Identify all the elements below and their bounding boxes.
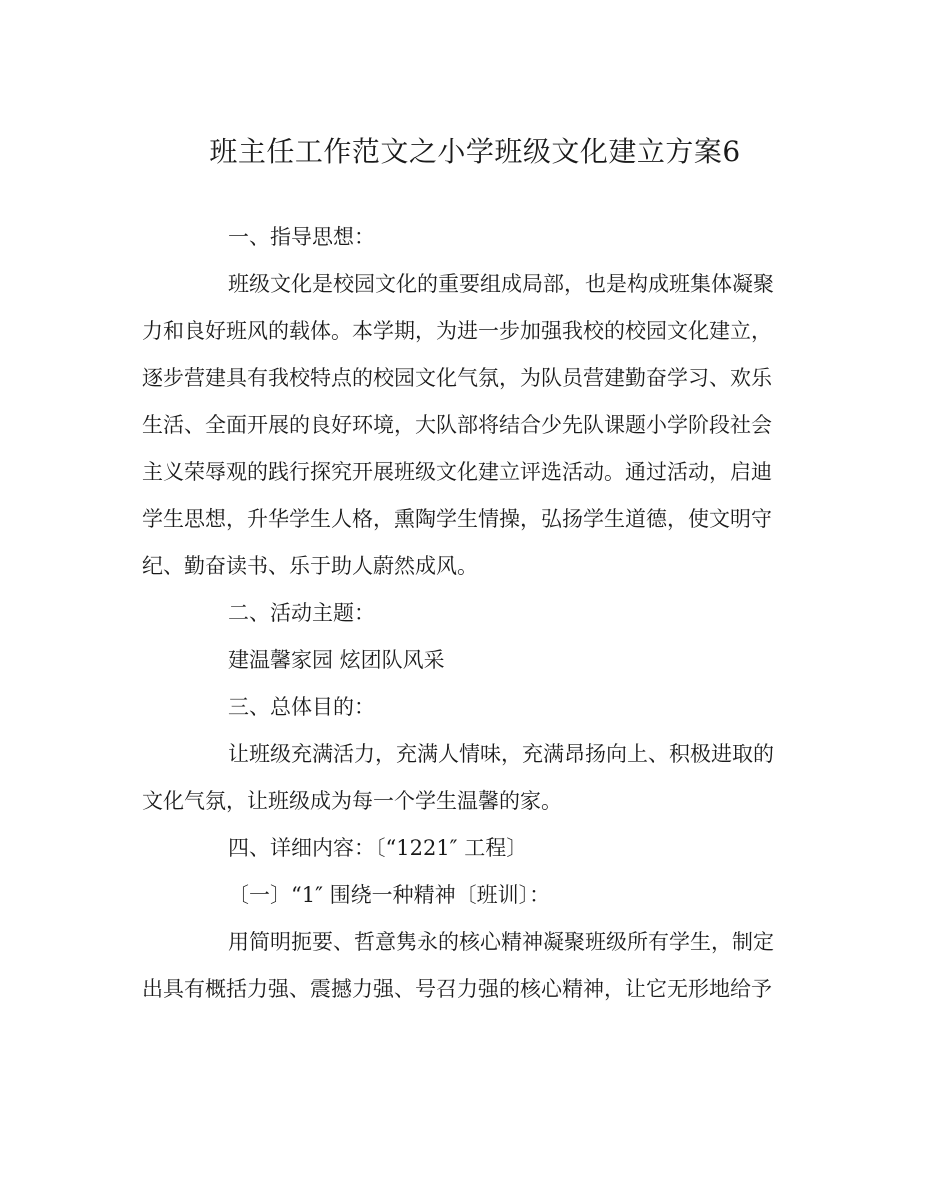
- paragraph-line: 主义荣辱观的践行探究开展班级文化建立评选活动。通过活动，启迪: [142, 460, 772, 484]
- section-heading-detailed-content: 四、详细内容：〔“1221″ 工程〕: [228, 836, 528, 860]
- paragraph-line: 学生思想，升华学生人格，熏陶学生情操，弘扬学生道德，使文明守: [142, 507, 772, 531]
- section-heading-activity-theme: 二、活动主题：: [228, 601, 375, 625]
- section-heading-overall-goal: 三、总体目的：: [228, 695, 375, 719]
- paragraph-line: 生活、全面开展的良好环境，大队部将结合少先队课题小学阶段社会: [142, 413, 772, 437]
- document-title: 班主任工作范文之小学班级文化建立方案6: [209, 135, 741, 168]
- paragraph-line: 文化气氛，让班级成为每一个学生温馨的家。: [142, 789, 562, 813]
- paragraph-line: 用简明扼要、哲意隽永的核心精神凝聚班级所有学生，制定: [228, 930, 774, 954]
- paragraph-line: 出具有概括力强、震撼力强、号召力强的核心精神，让它无形地给予: [142, 977, 772, 1001]
- paragraph-line: 班级文化是校园文化的重要组成局部，也是构成班集体凝聚: [228, 272, 774, 296]
- subsection-heading-one-spirit: 〔一〕“1″ 围绕一种精神〔班训〕：: [228, 883, 551, 907]
- section-heading-guiding-ideology: 一、指导思想：: [228, 225, 375, 249]
- activity-theme-text: 建温馨家园 炫团队风采: [228, 648, 445, 672]
- paragraph-line: 逐步营建具有我校特点的校园文化气氛，为队员营建勤奋学习、欢乐: [142, 366, 772, 390]
- paragraph-line: 力和良好班风的载体。本学期，为进一步加强我校的校园文化建立，: [142, 319, 772, 343]
- paragraph-line: 纪、勤奋读书、乐于助人蔚然成风。: [142, 554, 478, 578]
- paragraph-line: 让班级充满活力，充满人情味，充满昂扬向上、积极进取的: [228, 742, 774, 766]
